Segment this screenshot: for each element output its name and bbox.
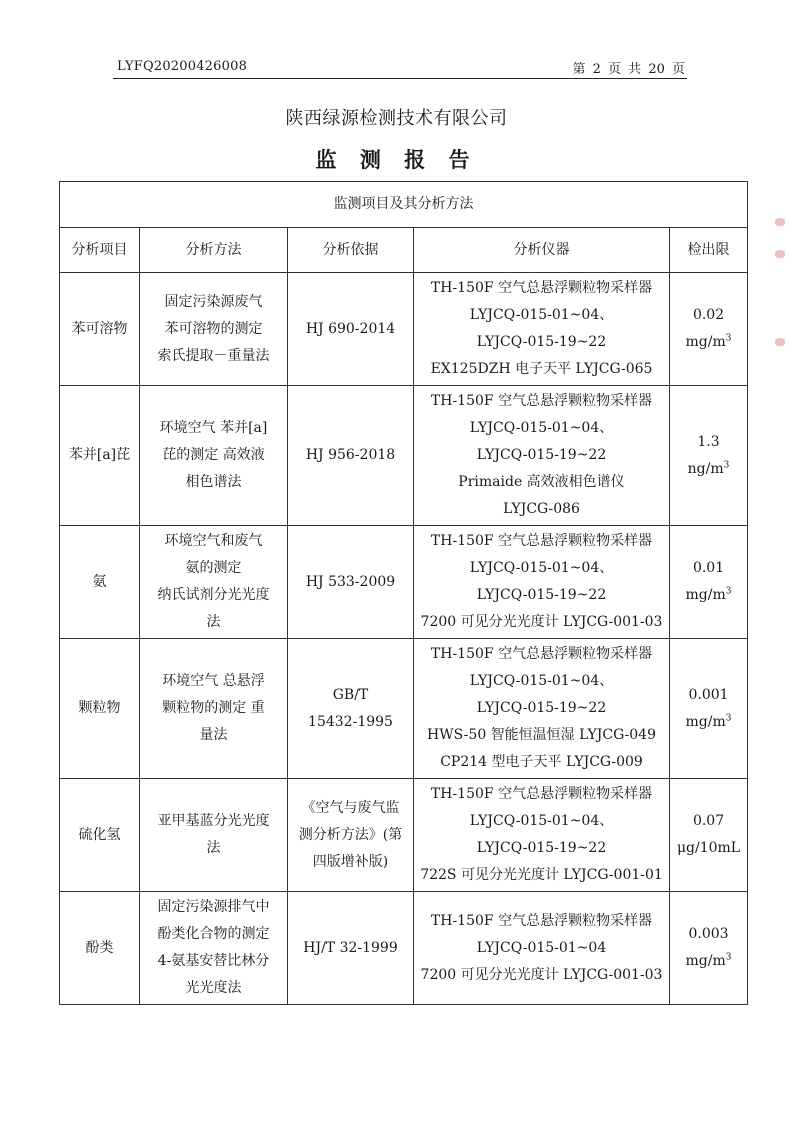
limit-unit: mg/m	[685, 334, 726, 350]
row-limit	[670, 639, 748, 779]
row-item: 酚类	[60, 892, 140, 1005]
limit-unit-line	[673, 948, 744, 975]
limit-value: 1.3	[697, 433, 720, 450]
limit-unit-line	[673, 456, 744, 483]
report-title: 监 测 报 告	[315, 148, 478, 172]
limit-value: 0.01	[692, 560, 725, 576]
row-method: 亚甲基蓝分光光度 法	[140, 779, 288, 892]
column-header-method: 分析方法	[140, 228, 288, 273]
row-limit	[670, 526, 748, 639]
limit-unit: mg/m	[685, 713, 726, 730]
table-row	[60, 526, 748, 639]
row-basis: HJ 956-2018	[288, 386, 414, 526]
stamp-edge-mark	[775, 218, 785, 226]
stamp-edge-mark	[775, 250, 785, 258]
limit-unit-exponent: 3	[723, 459, 730, 470]
stamp-edge-mark	[775, 338, 785, 346]
row-method: 环境空气和废气 氨的测定 纳氏试剂分光光度 法	[140, 526, 288, 639]
row-instrument: TH-150F 空气总悬浮颗粒物采样器 LYJCQ-015-01~04、 LYJCQ-015-19~22 HWS-50 智能恒温恒湿 LYJCG-049 CP214 型电子天平 LYJCG-009	[414, 639, 670, 779]
row-method: 固定污染源排气中 酚类化合物的测定 4-氨基安替比林分 光光度法	[140, 892, 288, 1005]
table-row	[60, 779, 748, 892]
column-header-limit: 检出限	[670, 228, 748, 273]
row-instrument: TH-150F 空气总悬浮颗粒物采样器 LYJCQ-015-01~04、 LYJCQ-015-19~22 722S 可见分光光度计 LYJCG-001-01	[414, 779, 670, 892]
limit-unit-exponent: 3	[725, 586, 732, 597]
column-header-item: 分析项目	[60, 228, 140, 273]
company-name: 陕西绿源检测技术有限公司	[285, 108, 508, 129]
row-item: 苯可溶物	[60, 273, 140, 386]
limit-unit-exponent: 3	[725, 952, 732, 963]
limit-unit-exponent: 3	[725, 712, 732, 723]
row-item: 氨	[60, 526, 140, 639]
limit-unit-line	[673, 835, 744, 862]
row-item: 苯并[a]芘	[60, 386, 140, 526]
row-basis: HJ 690-2014	[288, 273, 414, 386]
row-basis: 《空气与废气监 测分析方法》(第 四版增补版)	[288, 779, 414, 892]
page-header	[113, 56, 687, 79]
row-limit	[670, 386, 748, 526]
row-instrument: TH-150F 空气总悬浮颗粒物采样器 LYJCQ-015-01~04、 LYJCQ-015-19~22 EX125DZH 电子天平 LYJCG-065	[414, 273, 670, 386]
row-item: 硫化氢	[60, 779, 140, 892]
row-method: 固定污染源废气 苯可溶物的测定 索氏提取－重量法	[140, 273, 288, 386]
table-row	[60, 386, 748, 526]
row-item: 颗粒物	[60, 639, 140, 779]
table-row	[60, 892, 748, 1005]
limit-unit-line	[673, 709, 744, 736]
row-method: 环境空气 总悬浮 颗粒物的测定 重 量法	[140, 639, 288, 779]
limit-value: 0.003	[688, 926, 729, 942]
page-number: 第 2 页 共 20 页	[572, 62, 685, 77]
limit-unit-line	[673, 329, 744, 356]
row-method: 环境空气 苯并[a] 芘的测定 高效液 相色谱法	[140, 386, 288, 526]
row-basis: HJ/T 32-1999	[288, 892, 414, 1005]
limit-unit-exponent: 3	[725, 333, 732, 344]
row-instrument: TH-150F 空气总悬浮颗粒物采样器 LYJCQ-015-01~04、 LYJCQ-015-19~22 7200 可见分光光度计 LYJCG-001-03	[414, 526, 670, 639]
limit-unit-line	[673, 582, 744, 609]
table-row	[60, 273, 748, 386]
limit-unit: ng/m	[687, 460, 724, 477]
row-basis: GB/T 15432-1995	[288, 639, 414, 779]
analysis-methods-table	[59, 181, 748, 1005]
row-instrument: TH-150F 空气总悬浮颗粒物采样器 LYJCQ-015-01~04、 LYJCQ-015-19~22 Primaide 高效液相色谱仪 LYJCG-086	[414, 386, 670, 526]
row-limit	[670, 779, 748, 892]
limit-value: 0.001	[688, 686, 729, 703]
limit-unit: mg/m	[685, 953, 726, 969]
limit-unit: mg/m	[685, 587, 726, 603]
row-basis: HJ 533-2009	[288, 526, 414, 639]
row-limit	[670, 892, 748, 1005]
table-caption: 监测项目及其分析方法	[60, 182, 748, 228]
table-row	[60, 639, 748, 779]
limit-value: 0.02	[692, 307, 725, 323]
limit-value: 0.07	[692, 813, 725, 829]
column-header-instrument: 分析仪器	[414, 228, 670, 273]
limit-unit: μg/10mL	[676, 840, 741, 856]
row-instrument: TH-150F 空气总悬浮颗粒物采样器 LYJCQ-015-01~04 7200 可见分光光度计 LYJCG-001-03	[414, 892, 670, 1005]
column-header-basis: 分析依据	[288, 228, 414, 273]
document-id: LYFQ20200426008	[117, 59, 248, 74]
row-limit	[670, 273, 748, 386]
